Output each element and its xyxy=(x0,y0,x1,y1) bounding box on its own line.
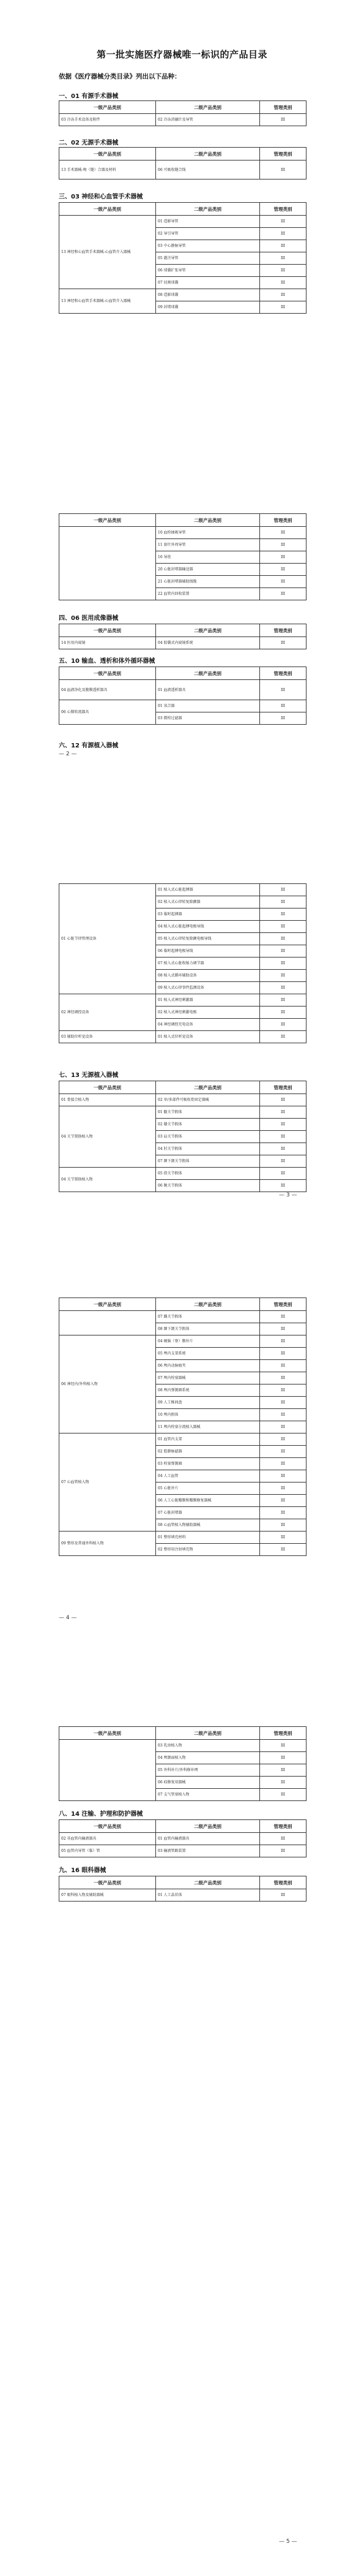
table-row xyxy=(59,1335,306,1348)
management-class-cell: III xyxy=(260,1019,306,1031)
second-level-cell: 02 单/多部件可吸收骨固定器械 xyxy=(156,1094,260,1106)
second-level-cell: 07 支气管塞植入物 xyxy=(156,1789,260,1801)
header-cell-col1: 一级产品类别 xyxy=(59,514,156,527)
table-row xyxy=(59,637,306,649)
table-row xyxy=(59,680,306,700)
first-level-cell: 01 骨接合植入物 xyxy=(59,1094,156,1106)
first-level-cell: 13 手术器械-吻（缝）合器及材料 xyxy=(59,161,156,179)
table-row xyxy=(59,884,306,896)
management-class-cell: III xyxy=(260,1335,306,1348)
table-row xyxy=(59,1740,306,1752)
management-class-cell: III xyxy=(260,921,306,933)
management-class-cell: III xyxy=(260,1348,306,1360)
management-class-cell: III xyxy=(260,1752,306,1764)
first-level-cell: 05 血管内导管（临）管 xyxy=(59,1845,156,1857)
second-level-cell: 01 整形填充材料 xyxy=(156,1532,260,1544)
second-level-cell: 01 髋关节假体 xyxy=(156,1106,260,1119)
second-level-cell: 08 颅内弹簧圈系统 xyxy=(156,1384,260,1397)
management-class-cell: III xyxy=(260,1789,306,1801)
second-level-cell: 05 植入式心律转复除颤电极导线 xyxy=(156,933,260,945)
second-level-cell: 22 血管内回收装置 xyxy=(156,588,260,600)
management-class-cell: III xyxy=(260,1507,306,1519)
management-class-cell: III xyxy=(260,1544,306,1556)
section-heading-13: 七、13 无源植入器械 xyxy=(59,1072,119,1079)
second-level-cell: 11 颅内栓塞分流植入器械 xyxy=(156,1421,260,1433)
management-class-cell: III xyxy=(260,1483,306,1495)
table-row xyxy=(59,1311,306,1323)
table-row xyxy=(59,1532,306,1544)
second-level-cell: 08 造影球囊 xyxy=(156,289,260,301)
management-class-cell: III xyxy=(260,1833,306,1845)
management-class-cell: III xyxy=(260,637,306,649)
management-class-cell: III xyxy=(260,1889,306,1902)
second-level-cell: 21 心脏封堵器辅助线缆 xyxy=(156,576,260,588)
second-level-cell: 06 可吸收缝合线 xyxy=(156,161,260,179)
second-level-cell: 03 临时起搏器 xyxy=(156,908,260,921)
second-level-cell: 01 血管内支架 xyxy=(156,1433,260,1446)
header-cell-col3: 管理类别 xyxy=(260,101,306,114)
table-row xyxy=(59,527,306,539)
management-class-cell: III xyxy=(260,1360,306,1372)
second-level-cell: 02 植入式神经刺激电极 xyxy=(156,1007,260,1019)
second-level-cell: 04 胶囊式内窥镜系统 xyxy=(156,637,260,649)
table-row xyxy=(59,1106,306,1119)
table-row xyxy=(59,216,306,228)
management-class-cell: III xyxy=(260,289,306,301)
header-cell-col2: 二级产品类别 xyxy=(156,148,260,161)
section-heading-02: 二、02 无源手术器械 xyxy=(59,140,119,146)
management-class-cell: III xyxy=(260,228,306,240)
second-level-cell: 03 中心静脉导管 xyxy=(156,240,260,252)
management-class-cell: III xyxy=(260,1323,306,1335)
management-class-cell: III xyxy=(260,277,306,289)
second-level-cell: 07 切割球囊 xyxy=(156,277,260,289)
management-class-cell: III xyxy=(260,1740,306,1752)
table-row xyxy=(59,1031,306,1043)
section-heading-01: 一、01 有源手术器械 xyxy=(59,93,119,100)
management-class-cell: III xyxy=(260,1409,306,1421)
header-cell-col3: 管理类别 xyxy=(260,514,306,527)
second-level-cell: 06 临时起搏电极导线 xyxy=(156,945,260,958)
page-number: — 5 — xyxy=(279,2539,297,2545)
header-cell-col2: 二级产品类别 xyxy=(156,1298,260,1311)
management-class-cell: III xyxy=(260,1094,306,1106)
header-cell-col1: 一级产品类别 xyxy=(59,148,156,161)
second-level-cell: 06 腕关节假体 xyxy=(156,1180,260,1192)
catalog-table-02 xyxy=(59,147,306,179)
first-level-cell: 06 心肺转流器具 xyxy=(59,700,156,725)
catalog-table-04 xyxy=(59,624,306,649)
second-level-cell: 03 乳房植入物 xyxy=(156,1740,260,1752)
table-row xyxy=(59,1833,306,1845)
second-level-cell: 20 心脏封堵器输送器 xyxy=(156,564,260,576)
management-class-cell: III xyxy=(260,1532,306,1544)
management-class-cell: III xyxy=(260,1155,306,1168)
catalog-table-03-continued xyxy=(59,513,306,600)
header-cell-col3: 管理类别 xyxy=(260,1727,306,1740)
second-level-cell: 02 冷冻消融针及导管 xyxy=(156,114,260,126)
table-row xyxy=(59,994,306,1007)
header-cell-col1: 一级产品类别 xyxy=(59,1298,156,1311)
lead-text: 依据《医疗器械分类目录》列出以下品种： xyxy=(59,73,181,80)
first-level-cell: 06 神经内/外科植入物 xyxy=(59,1335,156,1433)
management-class-cell: III xyxy=(260,1446,306,1458)
second-level-cell: 07 踝关节假体 xyxy=(156,1311,260,1323)
management-class-cell: III xyxy=(260,1495,306,1507)
second-level-cell: 06 疝修复用器械 xyxy=(156,1777,260,1789)
management-class-cell: III xyxy=(260,1131,306,1143)
second-level-cell: 03 栓塞弹簧圈 xyxy=(156,1458,260,1470)
management-class-cell: III xyxy=(260,896,306,908)
section-heading-12: 六、12 有源植入器械 xyxy=(59,742,119,749)
catalog-table-03 xyxy=(59,202,306,314)
first-level-cell xyxy=(59,1311,156,1335)
table-row xyxy=(59,1889,306,1902)
management-class-cell: III xyxy=(260,933,306,945)
first-level-cell: 04 关节置换植入物 xyxy=(59,1106,156,1168)
header-cell-col3: 管理类别 xyxy=(260,624,306,637)
second-level-cell: 01 血液透析器具 xyxy=(156,680,260,700)
management-class-cell: III xyxy=(260,539,306,551)
second-level-cell: 05 外科补片/外科修补网 xyxy=(156,1764,260,1777)
section-heading-16: 九、16 眼科器械 xyxy=(59,1867,106,1874)
management-class-cell: III xyxy=(260,1433,306,1446)
management-class-cell: III xyxy=(260,161,306,179)
table-row xyxy=(59,700,306,712)
management-class-cell: III xyxy=(260,1031,306,1043)
second-level-cell: 09 人工椎间盘 xyxy=(156,1397,260,1409)
management-class-cell: III xyxy=(260,700,306,712)
header-cell-col1: 一级产品类别 xyxy=(59,1081,156,1094)
second-level-cell: 04 肘关节假体 xyxy=(156,1143,260,1155)
header-cell-col3: 管理类别 xyxy=(260,667,306,680)
header-cell-col1: 一级产品类别 xyxy=(59,624,156,637)
second-level-cell: 05 灌注导管 xyxy=(156,252,260,265)
catalog-table-06 xyxy=(59,883,306,1043)
first-level-cell: 04 关节置换植入物 xyxy=(59,1168,156,1192)
second-level-cell: 02 整形用注射填充物 xyxy=(156,1544,260,1556)
catalog-table-01 xyxy=(59,100,306,126)
management-class-cell: III xyxy=(260,564,306,576)
page-number: — 4 — xyxy=(59,1615,77,1621)
first-level-cell: 07 心血管植入物 xyxy=(59,1433,156,1532)
second-level-cell: 10 血栓抽吸导管 xyxy=(156,527,260,539)
management-class-cell: III xyxy=(260,252,306,265)
header-cell-col2: 二级产品类别 xyxy=(156,1820,260,1833)
second-level-cell: 04 颅颌面植入物 xyxy=(156,1752,260,1764)
second-level-cell: 11 套针外周导管 xyxy=(156,539,260,551)
header-cell-col1: 一级产品类别 xyxy=(59,1727,156,1740)
header-cell-col3: 管理类别 xyxy=(260,203,306,216)
first-level-cell: 13 神经和心血管手术器械-心血管介入器械 xyxy=(59,289,156,314)
management-class-cell: III xyxy=(260,1119,306,1131)
first-level-cell: 09 整形及普通外科植入物 xyxy=(59,1532,156,1556)
management-class-cell: III xyxy=(260,265,306,277)
management-class-cell: III xyxy=(260,1007,306,1019)
second-level-cell: 07 颞下颌关节假体 xyxy=(156,1155,260,1168)
second-level-cell: 01 植入式位听觉设备 xyxy=(156,1031,260,1043)
header-cell-col1: 一级产品类别 xyxy=(59,667,156,680)
second-level-cell: 02 导引导管 xyxy=(156,228,260,240)
second-level-cell: 04 硬脑（脊）膜补片 xyxy=(156,1335,260,1348)
management-class-cell: III xyxy=(260,908,306,921)
header-cell-col2: 二级产品类别 xyxy=(156,1876,260,1889)
management-class-cell: III xyxy=(260,1106,306,1119)
section-heading-06: 四、06 医用成像器械 xyxy=(59,615,119,622)
header-cell-col2: 二级产品类别 xyxy=(156,101,260,114)
second-level-cell: 07 植入式心脏收缩力调节器 xyxy=(156,958,260,970)
management-class-cell: III xyxy=(260,1143,306,1155)
header-cell-col2: 二级产品类别 xyxy=(156,1727,260,1740)
management-class-cell: III xyxy=(260,114,306,126)
second-level-cell: 03 微栓过滤器 xyxy=(156,712,260,725)
header-cell-col1: 一级产品类别 xyxy=(59,1876,156,1889)
second-level-cell: 08 植入式循环辅助设备 xyxy=(156,970,260,982)
table-row xyxy=(59,289,306,301)
second-level-cell: 01 造影导管 xyxy=(156,216,260,228)
management-class-cell: III xyxy=(260,1168,306,1180)
second-level-cell: 16 导丝 xyxy=(156,551,260,564)
management-class-cell: III xyxy=(260,1470,306,1483)
management-class-cell: III xyxy=(260,1845,306,1857)
second-level-cell: 10 颅内假体 xyxy=(156,1409,260,1421)
management-class-cell: III xyxy=(260,958,306,970)
header-cell-col1: 一级产品类别 xyxy=(59,1820,156,1833)
second-level-cell: 01 植入式神经刺激器 xyxy=(156,994,260,1007)
second-level-cell: 02 植入式心律转复除颤器 xyxy=(156,896,260,908)
second-level-cell: 01 植入式心脏起搏器 xyxy=(156,884,260,896)
second-level-cell: 05 颅内支架系统 xyxy=(156,1348,260,1360)
section-heading-03: 三、03 神经和心血管手术器械 xyxy=(59,194,143,200)
second-level-cell: 06 人工心脏瓣膜和瓣膜修复器械 xyxy=(156,1495,260,1507)
management-class-cell: III xyxy=(260,1180,306,1192)
management-class-cell: III xyxy=(260,712,306,725)
second-level-cell: 05 指关节假体 xyxy=(156,1168,260,1180)
header-cell-col3: 管理类别 xyxy=(260,1298,306,1311)
header-cell-col3: 管理类别 xyxy=(260,1820,306,1833)
management-class-cell: III xyxy=(260,945,306,958)
catalog-table-10 xyxy=(59,1819,306,1857)
second-level-cell: 01 氧合器 xyxy=(156,700,260,712)
header-cell-col3: 管理类别 xyxy=(260,1876,306,1889)
first-level-cell xyxy=(59,1740,156,1801)
header-cell-col2: 二级产品类别 xyxy=(156,514,260,527)
section-heading-14: 八、14 注输、护理和防护器械 xyxy=(59,1811,143,1818)
second-level-cell: 02 腔静脉滤器 xyxy=(156,1446,260,1458)
management-class-cell: III xyxy=(260,1458,306,1470)
management-class-cell: III xyxy=(260,1372,306,1384)
table-row xyxy=(59,1094,306,1106)
header-cell-col2: 二级产品类别 xyxy=(156,1081,260,1094)
first-level-cell: 02 非血管内输液器具 xyxy=(59,1833,156,1845)
header-cell-col2: 二级产品类别 xyxy=(156,624,260,637)
header-cell-col2: 二级产品类别 xyxy=(156,667,260,680)
header-cell-col1: 一级产品类别 xyxy=(59,203,156,216)
second-level-cell: 08 心血管植入物辅助器械 xyxy=(156,1519,260,1532)
table-row xyxy=(59,1433,306,1446)
second-level-cell: 01 血管内输液器具 xyxy=(156,1833,260,1845)
second-level-cell: 04 植入式心脏起搏电极导线 xyxy=(156,921,260,933)
table-row xyxy=(59,161,306,179)
management-class-cell: III xyxy=(260,1519,306,1532)
first-level-cell: 03 冷冻手术设备及附件 xyxy=(59,114,156,126)
first-level-cell: 01 心脏节律管理设备 xyxy=(59,884,156,994)
header-cell-col3: 管理类别 xyxy=(260,1081,306,1094)
management-class-cell: III xyxy=(260,994,306,1007)
first-level-cell: 14 医用内窥镜 xyxy=(59,637,156,649)
header-cell-col3: 管理类别 xyxy=(260,148,306,161)
catalog-table-08 xyxy=(59,1297,306,1556)
first-level-cell: 07 眼科植入物及辅助器械 xyxy=(59,1889,156,1902)
table-row xyxy=(59,114,306,126)
first-level-cell: 13 神经和心血管手术器械-心血管介入器械 xyxy=(59,216,156,289)
management-class-cell: III xyxy=(260,1384,306,1397)
catalog-table-11 xyxy=(59,1876,306,1902)
management-class-cell: III xyxy=(260,1777,306,1789)
second-level-cell: 06 球囊扩张导管 xyxy=(156,265,260,277)
second-level-cell: 05 心脏补片 xyxy=(156,1483,260,1495)
management-class-cell: III xyxy=(260,216,306,228)
first-level-cell xyxy=(59,527,156,600)
second-level-cell: 09 封堵球囊 xyxy=(156,301,260,314)
management-class-cell: III xyxy=(260,1764,306,1777)
document-title: 第一批实施医疗器械唯一标识的产品目录 xyxy=(96,49,267,60)
management-class-cell: III xyxy=(260,551,306,564)
second-level-cell: 08 颞下颌关节假体 xyxy=(156,1323,260,1335)
second-level-cell: 02 膝关节假体 xyxy=(156,1119,260,1131)
section-heading-10: 五、10 输血、透析和体外循环器械 xyxy=(59,658,155,665)
management-class-cell: III xyxy=(260,1311,306,1323)
management-class-cell: III xyxy=(260,1421,306,1433)
management-class-cell: III xyxy=(260,884,306,896)
page-number: — 3 — xyxy=(279,1192,297,1198)
management-class-cell: III xyxy=(260,982,306,994)
first-level-cell: 02 神经调控设备 xyxy=(59,994,156,1031)
management-class-cell: III xyxy=(260,576,306,588)
table-row xyxy=(59,1168,306,1180)
second-level-cell: 04 神经调控充电设备 xyxy=(156,1019,260,1031)
management-class-cell: III xyxy=(260,301,306,314)
second-level-cell: 04 人工血管 xyxy=(156,1470,260,1483)
header-cell-col2: 二级产品类别 xyxy=(156,203,260,216)
second-level-cell: 06 颅内动脉瘤夹 xyxy=(156,1360,260,1372)
management-class-cell: III xyxy=(260,1397,306,1409)
catalog-table-09 xyxy=(59,1726,306,1801)
table-row xyxy=(59,1845,306,1857)
first-level-cell: 04 血液净化及腹膜透析器具 xyxy=(59,680,156,700)
first-level-cell: 03 辅助位听觉设备 xyxy=(59,1031,156,1043)
management-class-cell: III xyxy=(260,527,306,539)
catalog-table-05 xyxy=(59,667,306,725)
second-level-cell: 09 植入式心律事件监测设备 xyxy=(156,982,260,994)
management-class-cell: III xyxy=(260,680,306,700)
second-level-cell: 03 输液管路装置 xyxy=(156,1845,260,1857)
management-class-cell: III xyxy=(260,588,306,600)
header-cell-col1: 一级产品类别 xyxy=(59,101,156,114)
second-level-cell: 07 颅内栓塞器械 xyxy=(156,1372,260,1384)
management-class-cell: III xyxy=(260,240,306,252)
catalog-table-07 xyxy=(59,1081,306,1192)
second-level-cell: 01 人工晶状体 xyxy=(156,1889,260,1902)
second-level-cell: 07 心脏封堵器 xyxy=(156,1507,260,1519)
second-level-cell: 03 肩关节假体 xyxy=(156,1131,260,1143)
management-class-cell: III xyxy=(260,970,306,982)
page-number: — 2 — xyxy=(59,751,77,757)
